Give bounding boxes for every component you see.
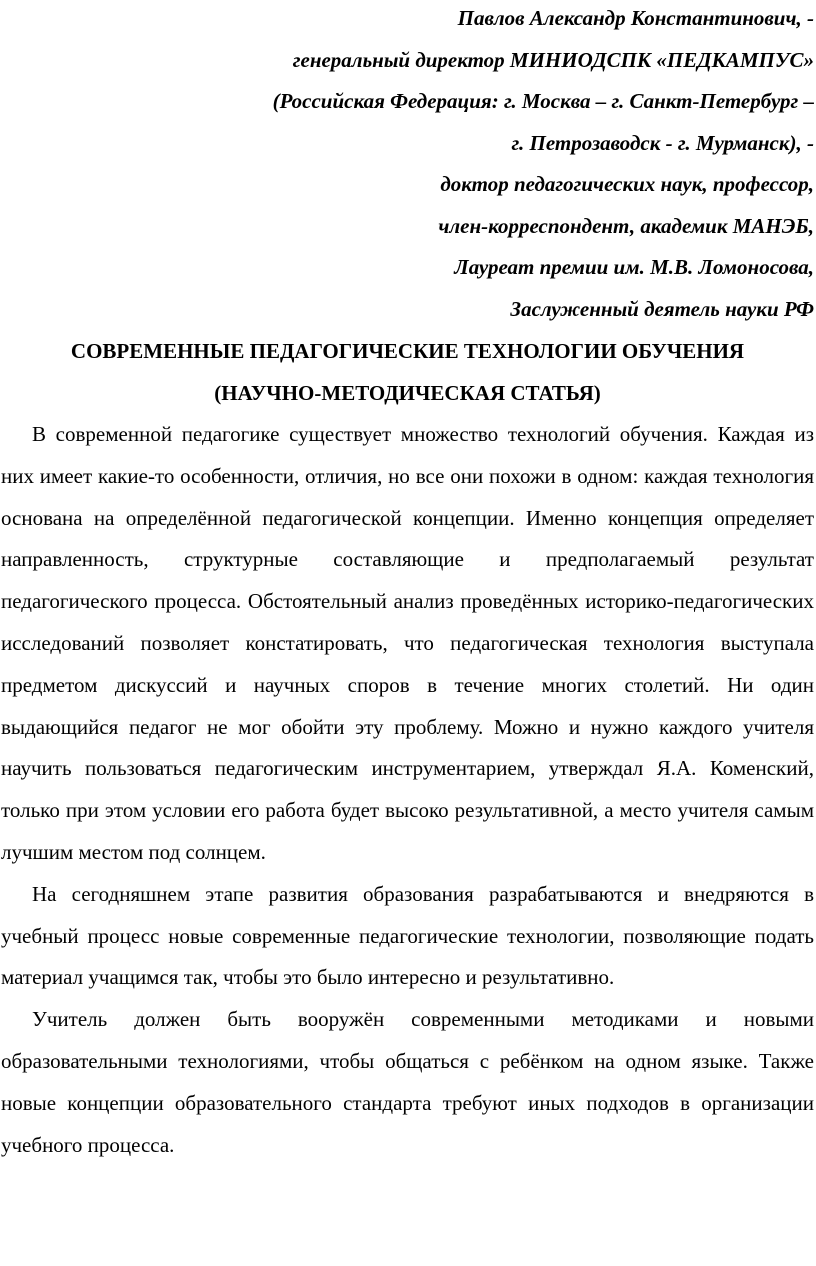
- body-paragraph-2: На сегодняшнем этапе развития образования разрабатываются и внедряются в учебный процесс новые современные педагогические технологии, позволяющие подать материал учащимся так, чтобы это было интересно и результативно.: [1, 881, 814, 990]
- article-title-line-2: (НАУЧНО-МЕТОДИЧЕСКАЯ СТАТЬЯ): [214, 381, 601, 405]
- author-block: [1, 0, 814, 330]
- body-paragraph-1: В современной педагогике существует множество технологий обучения. Каждая из них имеет какие-то особенности, отличия, но все они похожи в одном: каждая технология основана на определённой педагогической концепции. Именно концепция определяет направленность, структурные составляющие и предполагаемый результат педагогического процесса. Обстоятельный анализ проведённых историко-педагогических исследований позволяет констатировать, что педагогическая технология выступала предметом дискуссий и научных споров в течение многих столетий. Ни один выдающийся педагог не мог обойти эту проблему. Можно и нужно каждого учителя научить пользоваться педагогическим инструментарием, утверждал Я.А. Коменский, только при этом условии его работа будет высоко результативной, а место учителя самым лучшим местом под солнцем.: [1, 422, 814, 864]
- author-degree: доктор педагогических наук, профессор,: [440, 172, 814, 196]
- author-honor: Заслуженный деятель науки РФ: [510, 296, 814, 321]
- author-location-2: г. Петрозаводск - г. Мурманск), -: [511, 130, 814, 155]
- article-title: [1, 330, 814, 414]
- author-location-1: (Российская Федерация: г. Москва – г. Санкт-Петербург –: [272, 89, 814, 113]
- body-paragraph-3: Учитель должен быть вооружён современными методиками и новыми образовательными технологиями, чтобы общаться с ребёнком на одном языке. Также новые концепции образовательного стандарта требуют иных подходов в организации учебного процесса.: [1, 1007, 814, 1157]
- author-academic-title: член-корреспондент, академик МАНЭБ,: [438, 213, 814, 238]
- article-title-line-1: СОВРЕМЕННЫЕ ПЕДАГОГИЧЕСКИЕ ТЕХНОЛОГИИ ОБУЧЕНИЯ: [70, 339, 745, 363]
- author-award: Лауреат премии им. М.В. Ломоносова,: [454, 255, 814, 279]
- author-name: Павлов Александр Константинович, -: [457, 6, 814, 30]
- author-position: генеральный директор МИНИОДСПК «ПЕДКАМПУС»: [292, 47, 814, 72]
